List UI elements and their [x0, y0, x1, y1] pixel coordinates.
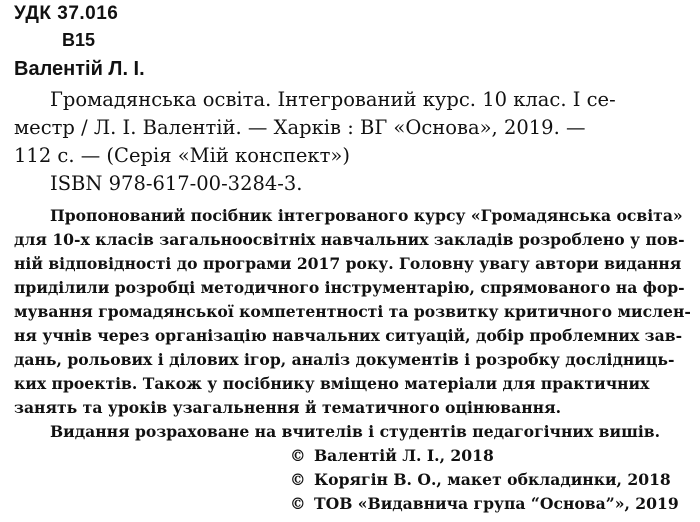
copyright-symbol: © — [290, 446, 306, 465]
copyright-symbol: © — [290, 494, 306, 513]
abstract-line: приділили розробці методичного інструментарію, спрямованого на фор- — [14, 278, 685, 297]
abstract-line: Видання розраховане на вчителів і студентів педагогічних вишів. — [50, 422, 661, 441]
udk-code: УДК 37.016 — [14, 3, 119, 24]
copyright-symbol: © — [290, 470, 306, 489]
copyright-text: Валентій Л. І., 2018 — [314, 446, 494, 465]
bibliographic-entry — [14, 86, 690, 170]
abstract-line: мування громадянської компетентності та розвитку критичного мислен- — [14, 302, 691, 321]
abstract — [14, 204, 694, 444]
copyright-text: Корягін В. О., макет обкладинки, 2018 — [314, 470, 671, 489]
abstract-line: занять та уроків узагальнення й тематичного оцінювання. — [14, 398, 562, 417]
abstract-line: ких проектів. Також у посібнику вміщено матеріали для практичних — [14, 374, 650, 393]
biblio-line: 112 с. — (Серія «Мій конспект») — [14, 144, 350, 167]
copyright-line — [290, 446, 690, 465]
copyright-line — [290, 470, 690, 489]
biblio-line: местр / Л. І. Валентій. — Харків : ВГ «Основа», 2019. — — [14, 116, 586, 139]
copyright-line — [290, 494, 690, 513]
author-heading: Валентій Л. І. — [14, 58, 145, 80]
isbn: ISBN 978-617-00-3284-3. — [50, 172, 303, 195]
abstract-line: ня учнів через організацію навчальних ситуацій, добір проблемних зав- — [14, 326, 683, 345]
abstract-line: Пропонований посібник інтегрованого курсу «Громадянська освіта» — [50, 206, 683, 225]
abstract-line: для 10-х класів загальноосвітніх навчальних закладів розроблено у пов- — [14, 230, 685, 249]
abstract-line: ній відповідності до програми 2017 року. Головну увагу автори видання — [14, 254, 682, 273]
copyright-text: ТОВ «Видавнича група “Основа”», 2019 — [314, 494, 679, 513]
biblio-line: Громадянська освіта. Інтегрований курс. 10 клас. І се- — [50, 88, 616, 111]
abstract-line: дань, рольових і ділових ігор, аналіз документів і розробку дослідниць- — [14, 350, 675, 369]
bbk-code: В15 — [62, 30, 96, 50]
